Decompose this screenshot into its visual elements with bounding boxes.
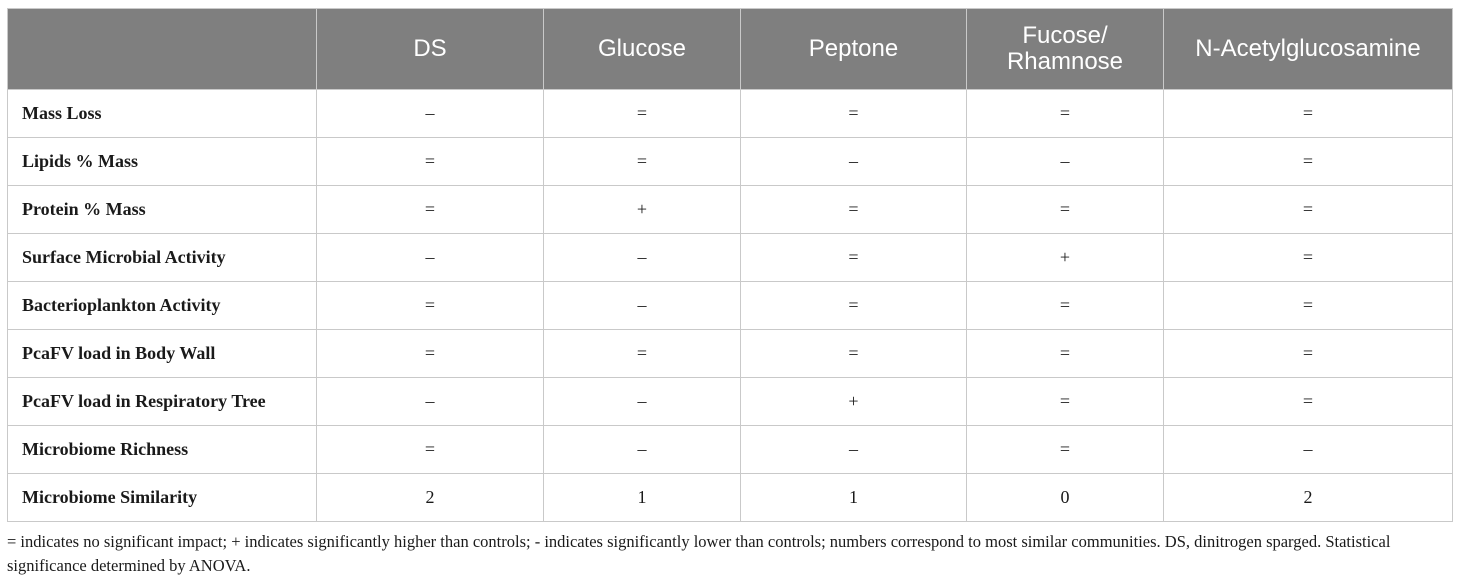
row-label: Microbiome Richness (8, 426, 317, 474)
table-cell: = (1164, 378, 1453, 426)
table-cell: 2 (317, 474, 544, 522)
table-cell: = (317, 282, 544, 330)
table-cell: = (967, 90, 1164, 138)
table-cell: = (967, 186, 1164, 234)
table-cell: – (317, 378, 544, 426)
results-table (7, 8, 1453, 522)
header-cell-glucose: Glucose (544, 9, 741, 90)
table-row (8, 378, 1453, 426)
table-cell: = (967, 378, 1164, 426)
table-cell: – (544, 282, 741, 330)
table-cell: = (544, 90, 741, 138)
table-cell: = (741, 186, 967, 234)
table-body (8, 90, 1453, 522)
table-row (8, 90, 1453, 138)
header-cell-peptone: Peptone (741, 9, 967, 90)
table-row (8, 282, 1453, 330)
table-cell: = (967, 426, 1164, 474)
table-cell: – (544, 378, 741, 426)
table-cell: – (1164, 426, 1453, 474)
table-row (8, 186, 1453, 234)
header-row (8, 9, 1453, 90)
table-cell: = (967, 282, 1164, 330)
table-cell: – (317, 90, 544, 138)
row-label: Lipids % Mass (8, 138, 317, 186)
table-cell: = (317, 330, 544, 378)
table-cell: = (317, 186, 544, 234)
table-cell: – (967, 138, 1164, 186)
table-header (8, 9, 1453, 90)
table-cell: = (317, 138, 544, 186)
table-cell: = (967, 330, 1164, 378)
row-label: Surface Microbial Activity (8, 234, 317, 282)
table-cell: 0 (967, 474, 1164, 522)
header-cell-corner (8, 9, 317, 90)
table-cell: = (1164, 282, 1453, 330)
header-cell-ds: DS (317, 9, 544, 90)
row-label: PcaFV load in Respiratory Tree (8, 378, 317, 426)
row-label: PcaFV load in Body Wall (8, 330, 317, 378)
table-cell: 1 (544, 474, 741, 522)
table-cell: = (544, 138, 741, 186)
table-row (8, 330, 1453, 378)
table-row (8, 138, 1453, 186)
row-label: Bacterioplankton Activity (8, 282, 317, 330)
table-cell: – (741, 138, 967, 186)
table-cell: = (741, 90, 967, 138)
table-row (8, 234, 1453, 282)
header-cell-fucose-rhamnose: Fucose/ Rhamnose (967, 9, 1164, 90)
table-cell: – (741, 426, 967, 474)
table-cell: = (317, 426, 544, 474)
table-cell: – (544, 234, 741, 282)
table-cell: = (1164, 138, 1453, 186)
table-row (8, 426, 1453, 474)
table-cell: – (544, 426, 741, 474)
table-cell: = (1164, 186, 1453, 234)
header-cell-n-acetylglucosamine: N-Acetylglucosamine (1164, 9, 1453, 90)
table-cell: = (741, 234, 967, 282)
table-cell: – (317, 234, 544, 282)
table-row (8, 474, 1453, 522)
table-cell: = (1164, 90, 1453, 138)
table-cell: = (544, 330, 741, 378)
table-cell: = (1164, 234, 1453, 282)
row-label: Microbiome Similarity (8, 474, 317, 522)
table-cell: 1 (741, 474, 967, 522)
table-cell: = (741, 282, 967, 330)
table-cell: = (1164, 330, 1453, 378)
row-label: Protein % Mass (8, 186, 317, 234)
table-cell: 2 (1164, 474, 1453, 522)
results-table-container (7, 8, 1452, 522)
table-cell: + (967, 234, 1164, 282)
table-cell: + (741, 378, 967, 426)
table-cell: = (741, 330, 967, 378)
table-cell: + (544, 186, 741, 234)
row-label: Mass Loss (8, 90, 317, 138)
table-footnote: = indicates no significant impact; + indicates significantly higher than controls; - indicates significantly lower than controls; numbers correspond to most similar communities. DS, dinitrogen sparged. Statistical significance determined by ANOVA. (7, 532, 1391, 575)
